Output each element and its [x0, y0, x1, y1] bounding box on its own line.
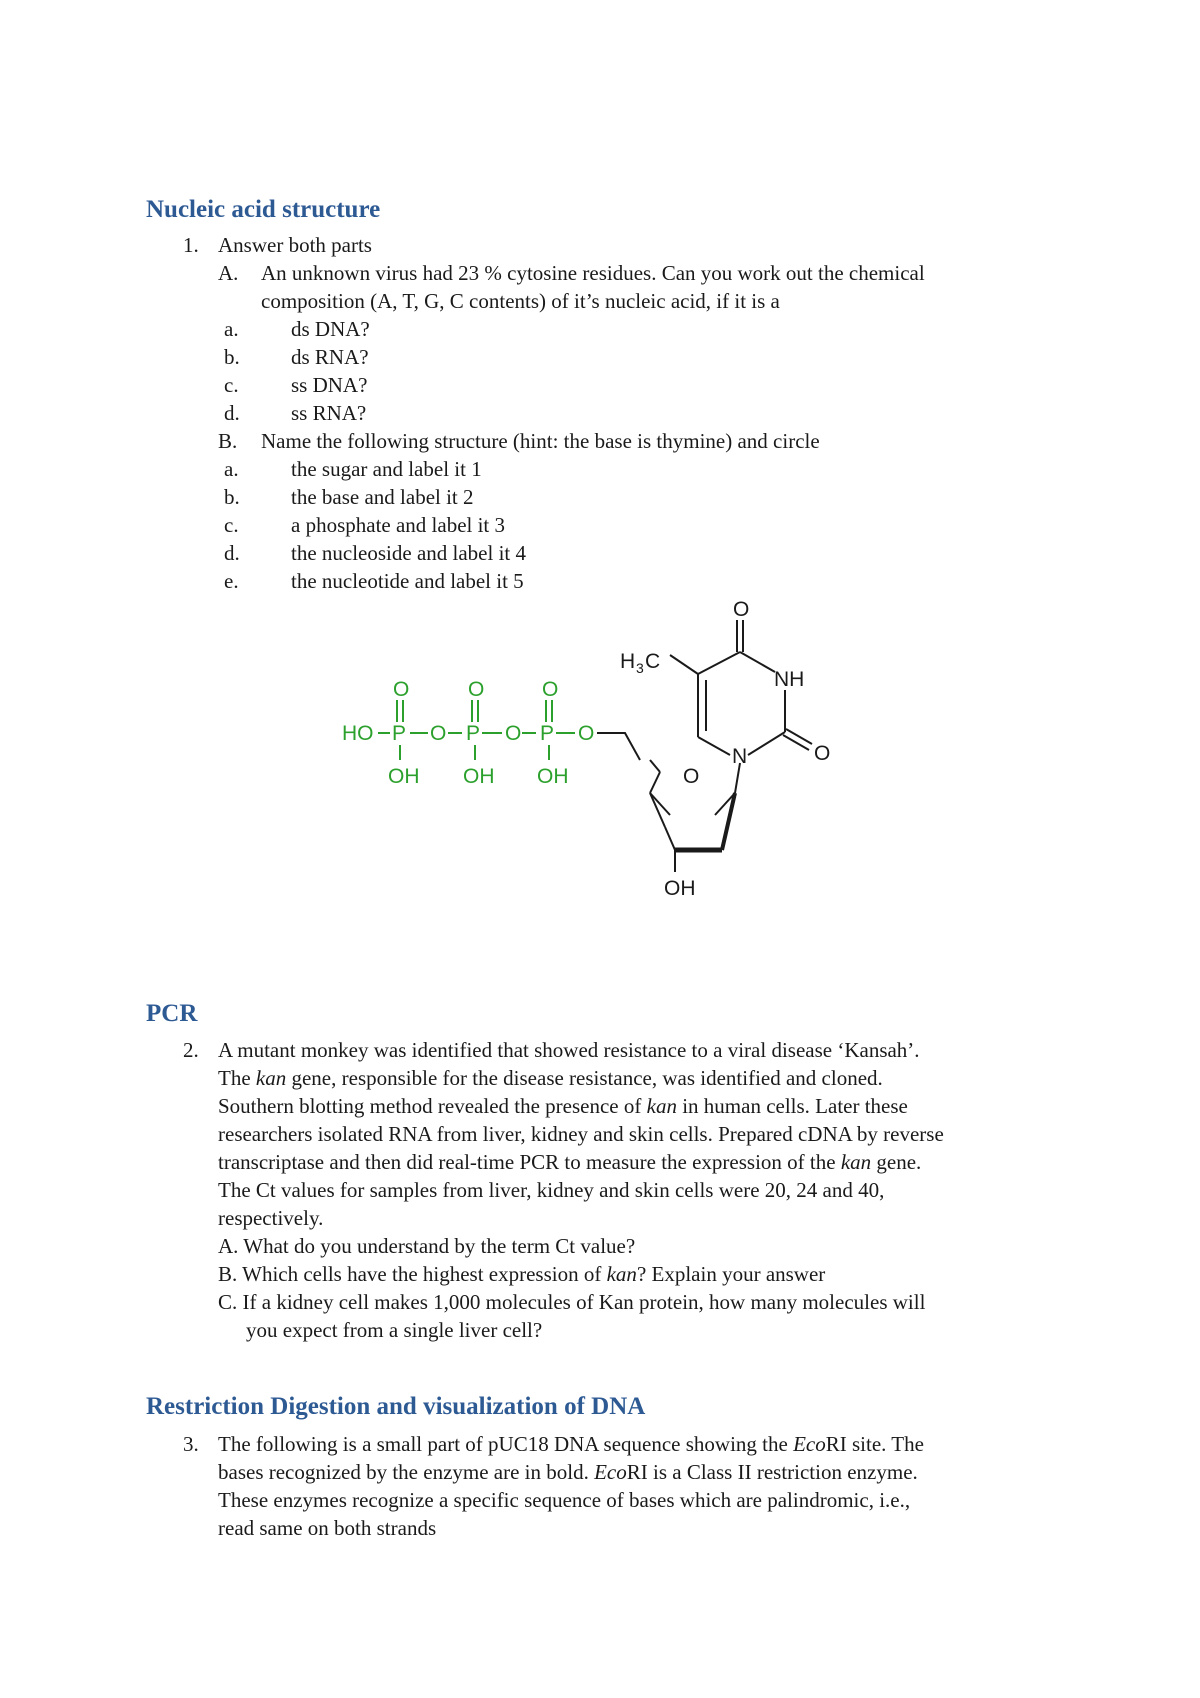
text-run: The — [218, 1066, 256, 1090]
italic-gene-name: kan — [255, 1066, 287, 1090]
atom-o-carbonyl-right: O — [814, 742, 831, 765]
question-2-line-5 — [218, 1148, 921, 1176]
atom-p3: P — [540, 722, 555, 745]
item-text: the base and label it 2 — [291, 485, 474, 509]
atom-n: N — [732, 745, 748, 768]
question-3-line-3: These enzymes recognize a specific sequence of bases which are palindromic, i.e., — [218, 1488, 911, 1512]
text-run: bases recognized by the enzyme are in bold. — [218, 1460, 595, 1484]
italic-gene-name: kan — [606, 1262, 637, 1286]
question-text: Answer both parts — [218, 233, 372, 257]
question-2-part-c-line-1: C. If a kidney cell makes 1,000 molecules of Kan protein, how many molecules will — [218, 1290, 926, 1314]
item-label: e. — [224, 569, 239, 593]
atom-o-carbonyl-top: O — [733, 600, 750, 621]
question-2-part-b — [218, 1260, 825, 1288]
atom-o-link2: O — [505, 722, 522, 745]
question-text — [218, 1430, 924, 1458]
atom-oh-p2: OH — [463, 765, 495, 788]
sugar-bond — [665, 827, 675, 850]
atom-oh-p1: OH — [388, 765, 420, 788]
atom-o-p3: O — [542, 678, 559, 701]
ring-bond — [748, 732, 785, 755]
atom-o-link1: O — [430, 722, 447, 745]
item-text: the nucleoside and label it 4 — [291, 541, 527, 565]
atom-ho: HO — [342, 722, 374, 745]
item-text: ss DNA? — [291, 373, 368, 397]
text-run: Southern blotting method revealed the presence of — [218, 1094, 647, 1118]
question-2-line-7: respectively. — [218, 1206, 324, 1230]
item-text: the nucleotide and label it 5 — [291, 569, 524, 593]
question-2-line-4: researchers isolated RNA from liver, kidney and skin cells. Prepared cDNA by reverse — [218, 1122, 944, 1146]
part-text: An unknown virus had 23 % cytosine residues. Can you work out the chemical — [261, 261, 925, 285]
text-run: ? Explain your answer — [636, 1262, 826, 1286]
item-label: b. — [224, 345, 240, 369]
sugar-bond — [650, 793, 665, 827]
ring-bond — [698, 737, 730, 755]
question-2-part-c-line-2: you expect from a single liver cell? — [246, 1318, 543, 1342]
ch2-bond — [650, 760, 660, 772]
ch2-bond — [650, 772, 660, 793]
question-number: 1. — [183, 233, 199, 257]
heading-restriction-digestion: Restriction Digestion and visualization of DNA — [146, 1393, 646, 1420]
atom-o-p1: O — [393, 678, 410, 701]
atom-p1: P — [392, 722, 407, 745]
text-run: in human cells. Later these — [676, 1094, 908, 1118]
italic-enzyme-name: Eco — [793, 1432, 826, 1456]
heading-pcr: PCR — [146, 1000, 198, 1027]
item-text: ss RNA? — [291, 401, 367, 425]
phosphate-bond — [597, 733, 640, 760]
item-text: a phosphate and label it 3 — [291, 513, 506, 537]
text-run: transcriptase and then did real-time PCR to measure the expression of the — [218, 1150, 841, 1174]
phosphate-double-bond — [397, 700, 403, 722]
italic-gene-name: kan — [646, 1094, 677, 1118]
question-number: 2. — [183, 1038, 199, 1062]
item-text: ds RNA? — [291, 345, 369, 369]
atom-oh-p3: OH — [537, 765, 569, 788]
item-label: c. — [224, 373, 239, 397]
carbonyl-bond — [783, 735, 809, 750]
item-label: a. — [224, 317, 239, 341]
atom-nh: NH — [774, 668, 805, 691]
atom-oh-3prime: OH — [664, 877, 696, 900]
question-3-line-2 — [218, 1458, 918, 1486]
part-label: B. — [218, 429, 238, 453]
text-run: B. Which cells have the highest expression of — [218, 1262, 607, 1286]
item-text: ds DNA? — [291, 317, 370, 341]
question-number: 3. — [183, 1432, 199, 1456]
question-text: A mutant monkey was identified that showed resistance to a viral disease ‘Kansah’. — [218, 1038, 920, 1062]
text-run: gene, responsible for the disease resistance, was identified and cloned. — [286, 1066, 883, 1090]
item-text: the sugar and label it 1 — [291, 457, 482, 481]
heading-nucleic-acid-structure: Nucleic acid structure — [146, 196, 381, 223]
part-text: Name the following structure (hint: the base is thymine) and circle — [261, 429, 820, 453]
atom-o-p2: O — [468, 678, 485, 701]
question-3-line-4: read same on both strands — [218, 1516, 437, 1540]
ring-bond — [698, 652, 740, 674]
text-run: The following is a small part of pUC18 DNA sequence showing the — [218, 1432, 794, 1456]
item-label: d. — [224, 401, 240, 425]
question-2-line-6: The Ct values for samples from liver, kidney and skin cells were 20, 24 and 40, — [218, 1178, 885, 1202]
methyl-bond — [670, 655, 698, 674]
atom-o-sugar-ring: O — [683, 765, 700, 788]
item-label: c. — [224, 513, 239, 537]
methyl-3: 3 — [636, 660, 644, 676]
sugar-bond — [650, 793, 670, 815]
text-run: RI is a Class II restriction enzyme. — [626, 1460, 918, 1484]
atom-o-link3: O — [578, 722, 595, 745]
phosphate-double-bond — [472, 700, 478, 722]
question-2-part-a: A. What do you understand by the term Ct value? — [218, 1234, 636, 1258]
item-label: a. — [224, 457, 239, 481]
methyl-h: H — [620, 650, 636, 673]
question-2-line-3 — [218, 1092, 908, 1120]
methyl-c: C — [645, 650, 661, 673]
ring-bond — [740, 652, 775, 672]
atom-p2: P — [466, 722, 481, 745]
text-run: RI site. The — [825, 1432, 924, 1456]
question-2-line-2 — [218, 1064, 883, 1092]
item-label: d. — [224, 541, 240, 565]
item-label: b. — [224, 485, 240, 509]
part-label: A. — [218, 261, 239, 285]
phosphate-double-bond — [546, 700, 552, 722]
text-run: gene. — [871, 1150, 922, 1174]
italic-gene-name: kan — [840, 1150, 872, 1174]
carbonyl-bond — [786, 729, 812, 744]
italic-enzyme-name: Eco — [594, 1460, 627, 1484]
thymidine-triphosphate-structure — [330, 600, 870, 920]
part-a-line-2: composition (A, T, G, C contents) of it’s nucleic acid, if it is a — [261, 289, 780, 313]
